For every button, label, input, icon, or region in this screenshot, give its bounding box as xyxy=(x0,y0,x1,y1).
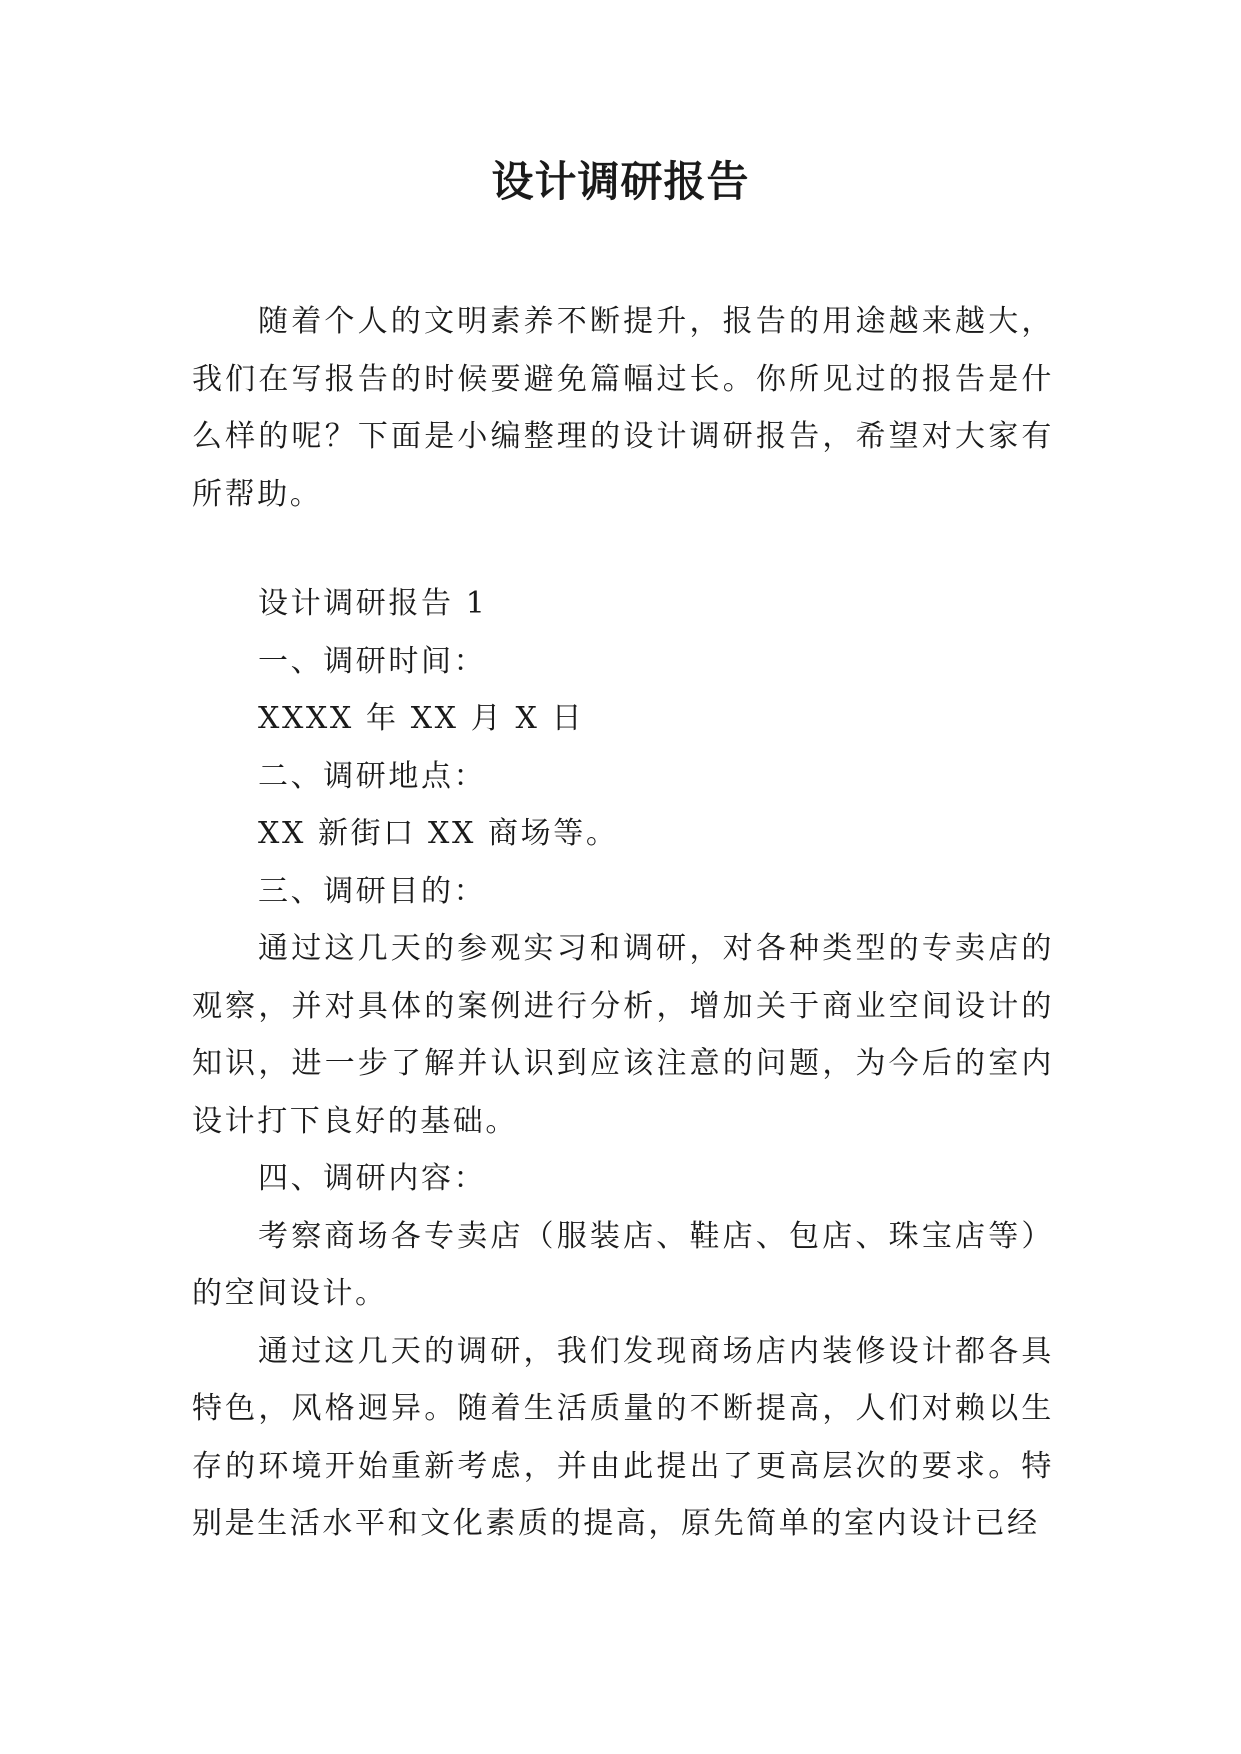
content-paragraph: 考察商场各专卖店（服装店、鞋店、包店、珠宝店等）的空间设计。 xyxy=(192,1218,1054,1311)
research-date: XXXX 年 XX 月 X 日 xyxy=(258,701,585,736)
section-heading-purpose: 三、调研目的： xyxy=(258,873,487,909)
report-subtitle: 设计调研报告 1 xyxy=(258,586,488,621)
purpose-paragraph: 通过这几天的参观实习和调研，对各种类型的专卖店的观察，并对具体的案例进行分析，增加关于商业空间设计的知识，进一步了解并认识到应该注意的问题，为今后的室内设计打下良好的基础。 xyxy=(192,931,1054,1139)
report-body xyxy=(192,575,1054,1553)
intro-paragraph: 随着个人的文明素养不断提升，报告的用途越来越大，我们在写报告的时候要避免篇幅过长。你所见过的报告是什么样的呢？下面是小编整理的设计调研报告，希望对大家有所帮助。 xyxy=(192,304,1054,512)
findings-paragraph: 通过这几天的调研，我们发现商场店内装修设计都各具特色，风格迥异。随着生活质量的不断提高，人们对赖以生存的环境开始重新考虑，并由此提出了更高层次的要求。特别是生活水平和文化素质的提高，原先简单的室内设计已经 xyxy=(192,1333,1054,1541)
document-title: 设计调研报告 xyxy=(491,157,750,206)
research-location: XX 新街口 XX 商场等。 xyxy=(258,816,619,851)
intro-block xyxy=(192,293,1054,523)
section-heading-location: 二、调研地点： xyxy=(258,758,487,794)
section-heading-content: 四、调研内容： xyxy=(258,1161,487,1196)
section-heading-time: 一、调研时间： xyxy=(258,643,487,679)
